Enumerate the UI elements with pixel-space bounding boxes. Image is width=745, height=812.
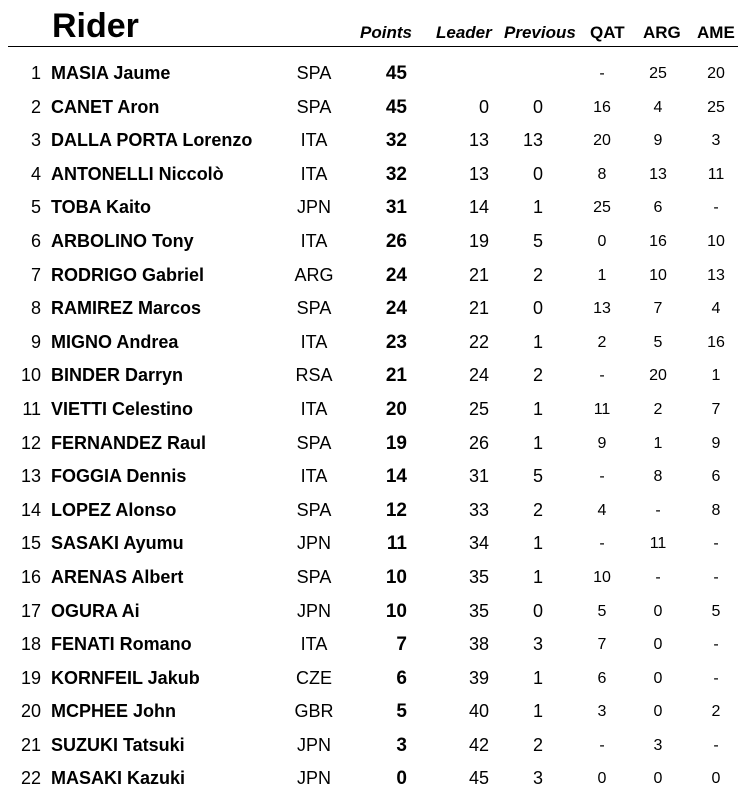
nation-cell: ITA xyxy=(300,130,328,151)
rider-name-cell: RAMIREZ Marcos xyxy=(51,298,202,319)
table-row xyxy=(0,91,745,125)
arg-points-cell: 9 xyxy=(653,132,663,150)
ame-points-cell: 11 xyxy=(707,165,725,183)
position-cell: 19 xyxy=(20,667,41,688)
table-row xyxy=(0,762,745,796)
qat-points-cell: 25 xyxy=(593,199,611,217)
position-cell: 2 xyxy=(30,96,41,117)
position-cell: 17 xyxy=(20,600,41,621)
leader-gap-cell: 35 xyxy=(468,566,489,587)
position-cell: 7 xyxy=(30,264,41,285)
arg-points-cell: 2 xyxy=(653,400,663,418)
points-cell: 14 xyxy=(385,466,407,488)
leader-gap-cell: 25 xyxy=(468,398,489,419)
nation-cell: ARG xyxy=(294,264,334,285)
leader-gap-cell: 33 xyxy=(468,499,489,520)
leader-gap-cell: 39 xyxy=(468,667,489,688)
position-cell: 21 xyxy=(20,734,41,755)
leader-gap-cell: 14 xyxy=(468,197,489,218)
qat-points-cell: 6 xyxy=(597,669,607,687)
table-row xyxy=(0,561,745,595)
points-cell: 32 xyxy=(385,130,407,152)
points-cell: 31 xyxy=(385,197,407,219)
qat-points-cell: 11 xyxy=(593,400,611,418)
leader-gap-cell: 24 xyxy=(468,365,489,386)
qat-points-cell: 0 xyxy=(597,232,607,250)
points-cell: 11 xyxy=(386,533,407,555)
table-row xyxy=(0,259,745,293)
points-cell: 10 xyxy=(385,600,407,622)
table-row xyxy=(0,595,745,629)
qat-points-cell: - xyxy=(599,736,605,754)
table-row xyxy=(0,695,745,729)
arg-points-cell: 6 xyxy=(653,199,663,217)
ame-points-cell: 3 xyxy=(711,132,721,150)
arg-points-cell: 0 xyxy=(653,669,663,687)
table-row xyxy=(0,662,745,696)
points-cell: 3 xyxy=(396,734,407,756)
previous-gap-cell: 0 xyxy=(532,96,543,117)
previous-gap-cell: 1 xyxy=(532,701,543,722)
qat-points-cell: 13 xyxy=(593,300,611,318)
ame-points-cell: 25 xyxy=(707,98,725,116)
qat-points-cell: 8 xyxy=(597,165,607,183)
position-cell: 16 xyxy=(20,566,41,587)
nation-cell: SPA xyxy=(296,298,332,319)
position-cell: 3 xyxy=(30,130,41,151)
rider-name-cell: MASIA Jaume xyxy=(51,63,171,83)
arg-points-cell: 11 xyxy=(649,535,667,553)
position-cell: 12 xyxy=(20,432,41,453)
rider-name-cell: SASAKI Ayumu xyxy=(51,533,184,554)
rider-name-cell: ARENAS Albert xyxy=(51,566,184,587)
arg-points-cell: 16 xyxy=(649,232,667,250)
ame-points-cell: - xyxy=(713,636,719,654)
leader-gap-cell: 34 xyxy=(468,533,489,554)
qat-points-cell: 20 xyxy=(593,132,611,150)
points-cell: 24 xyxy=(385,264,407,286)
ame-points-cell: 6 xyxy=(711,468,721,486)
arg-points-cell: - xyxy=(655,501,661,519)
rider-name-cell: DALLA PORTA Lorenzo xyxy=(51,130,253,151)
arg-points-cell: 0 xyxy=(653,770,663,788)
table-row xyxy=(0,494,745,528)
ame-points-cell: 16 xyxy=(707,333,725,351)
qat-points-cell: - xyxy=(599,367,605,385)
nation-cell: ITA xyxy=(300,466,328,487)
rider-name-cell: FOGGIA Dennis xyxy=(51,466,187,487)
table-row xyxy=(0,729,745,763)
previous-gap-cell: 0 xyxy=(532,163,543,184)
position-cell: 22 xyxy=(20,768,41,789)
qat-points-cell: 7 xyxy=(597,636,607,654)
ame-points-cell: 5 xyxy=(711,602,721,620)
ame-points-cell: 20 xyxy=(707,65,725,82)
nation-cell: SPA xyxy=(296,63,332,83)
previous-gap-cell: 0 xyxy=(532,600,543,621)
nation-cell: JPN xyxy=(296,197,331,218)
points-cell: 6 xyxy=(396,667,407,689)
nation-cell: ITA xyxy=(300,163,328,184)
points-cell: 21 xyxy=(385,365,407,387)
previous-gap-cell: 5 xyxy=(532,466,543,487)
table-row xyxy=(0,427,745,461)
position-cell: 20 xyxy=(20,701,41,722)
arg-points-cell: 0 xyxy=(653,703,663,721)
rider-name-cell: LOPEZ Alonso xyxy=(51,499,177,520)
table-row xyxy=(0,359,745,393)
rider-name-cell: MASAKI Kazuki xyxy=(51,768,186,789)
arg-points-cell: - xyxy=(655,568,661,586)
nation-cell: ITA xyxy=(300,398,328,419)
points-cell: 23 xyxy=(385,331,407,353)
rider-name-cell: MIGNO Andrea xyxy=(51,331,179,352)
previous-column-header: Previous xyxy=(504,23,576,42)
nation-cell: JPN xyxy=(296,533,331,554)
qat-points-cell: 1 xyxy=(597,266,607,284)
nation-cell: CZE xyxy=(296,667,332,688)
nation-cell: ITA xyxy=(300,634,328,655)
leader-gap-cell: 19 xyxy=(468,230,489,251)
table-row xyxy=(0,225,745,259)
position-cell: 6 xyxy=(30,230,41,251)
nation-cell: JPN xyxy=(296,600,331,621)
qat-points-cell: 10 xyxy=(593,568,611,586)
qat-points-cell: 2 xyxy=(597,333,607,351)
rider-name-cell: ARBOLINO Tony xyxy=(51,230,194,251)
points-column-header: Points xyxy=(360,23,412,42)
ame-column-header: AME xyxy=(697,23,735,42)
rider-name-cell: ANTONELLI Niccolò xyxy=(51,163,224,184)
ame-points-cell: 13 xyxy=(707,266,725,284)
position-cell: 13 xyxy=(20,466,41,487)
ame-points-cell: 8 xyxy=(711,501,721,519)
leader-gap-cell: 38 xyxy=(468,634,489,655)
previous-gap-cell: 3 xyxy=(532,634,543,655)
points-cell: 7 xyxy=(396,634,407,656)
rider-column-header: Rider xyxy=(52,7,139,45)
previous-gap-cell: 2 xyxy=(532,365,543,386)
rider-name-cell: TOBA Kaito xyxy=(51,197,152,218)
position-cell: 18 xyxy=(20,634,41,655)
arg-points-cell: 10 xyxy=(649,266,667,284)
table-row xyxy=(0,628,745,662)
leader-gap-cell: 26 xyxy=(468,432,489,453)
rider-name-cell: KORNFEIL Jakub xyxy=(51,667,200,688)
standings-table xyxy=(0,57,745,796)
previous-gap-cell: 1 xyxy=(532,197,543,218)
ame-points-cell: - xyxy=(713,568,719,586)
table-row xyxy=(0,393,745,427)
table-row xyxy=(0,292,745,326)
table-row xyxy=(0,57,745,91)
ame-points-cell: 2 xyxy=(711,703,721,721)
arg-points-cell: 13 xyxy=(649,165,667,183)
qat-points-cell: 3 xyxy=(597,703,607,721)
qat-points-cell: 16 xyxy=(593,98,611,116)
position-cell: 9 xyxy=(30,331,41,352)
previous-gap-cell: 2 xyxy=(532,734,543,755)
points-cell: 5 xyxy=(396,701,407,723)
nation-cell: ITA xyxy=(300,331,328,352)
leader-gap-cell: 35 xyxy=(468,600,489,621)
points-cell: 20 xyxy=(385,398,407,420)
qat-points-cell: 0 xyxy=(597,770,607,788)
previous-gap-cell: 13 xyxy=(522,130,543,151)
position-cell: 14 xyxy=(20,499,41,520)
previous-gap-cell: 1 xyxy=(532,566,543,587)
points-cell: 45 xyxy=(385,96,407,118)
leader-gap-cell: 45 xyxy=(468,768,489,789)
position-cell: 8 xyxy=(30,298,41,319)
table-row xyxy=(0,191,745,225)
ame-points-cell: 9 xyxy=(711,434,721,452)
nation-cell: GBR xyxy=(294,701,334,722)
table-row xyxy=(0,326,745,360)
points-cell: 32 xyxy=(385,163,407,185)
leader-gap-cell: 13 xyxy=(468,163,489,184)
position-cell: 10 xyxy=(20,365,41,386)
qat-points-cell: - xyxy=(599,535,605,553)
rider-name-cell: OGURA Ai xyxy=(51,600,140,621)
nation-cell: SPA xyxy=(296,499,332,520)
arg-points-cell: 1 xyxy=(653,434,663,452)
position-cell: 15 xyxy=(20,533,41,554)
previous-gap-cell: 1 xyxy=(532,533,543,554)
leader-gap-cell: 0 xyxy=(478,96,489,117)
points-cell: 0 xyxy=(396,768,407,790)
rider-name-cell: FENATI Romano xyxy=(51,634,192,655)
nation-cell: JPN xyxy=(296,734,331,755)
leader-gap-cell: 21 xyxy=(468,264,489,285)
table-row xyxy=(0,460,745,494)
previous-gap-cell: 2 xyxy=(532,264,543,285)
nation-cell: ITA xyxy=(300,230,328,251)
qat-points-cell: - xyxy=(599,65,605,82)
previous-gap-cell: 1 xyxy=(532,667,543,688)
table-header xyxy=(0,0,745,48)
position-cell: 11 xyxy=(22,398,41,419)
ame-points-cell: 4 xyxy=(711,300,721,318)
ame-points-cell: - xyxy=(713,535,719,553)
qat-points-cell: 9 xyxy=(597,434,607,452)
rider-name-cell: BINDER Darryn xyxy=(51,365,184,386)
arg-points-cell: 0 xyxy=(653,636,663,654)
table-row xyxy=(0,124,745,158)
points-cell: 12 xyxy=(385,499,407,521)
previous-gap-cell: 1 xyxy=(532,398,543,419)
previous-gap-cell: 1 xyxy=(532,432,543,453)
ame-points-cell: 0 xyxy=(711,770,721,788)
nation-cell: SPA xyxy=(296,566,332,587)
qat-points-cell: 4 xyxy=(597,501,607,519)
points-cell: 19 xyxy=(385,432,407,454)
points-cell: 10 xyxy=(385,566,407,588)
ame-points-cell: - xyxy=(713,199,719,217)
ame-points-cell: 7 xyxy=(711,400,721,418)
nation-cell: SPA xyxy=(296,96,332,117)
leader-gap-cell: 40 xyxy=(468,701,489,722)
arg-points-cell: 0 xyxy=(653,602,663,620)
nation-cell: RSA xyxy=(295,365,333,386)
arg-points-cell: 5 xyxy=(653,333,663,351)
position-cell: 1 xyxy=(30,63,41,83)
arg-points-cell: 20 xyxy=(649,367,667,385)
rider-name-cell: SUZUKI Tatsuki xyxy=(51,734,185,755)
rider-name-cell: FERNANDEZ Raul xyxy=(51,432,207,453)
leader-gap-cell: 31 xyxy=(468,466,489,487)
arg-points-cell: 3 xyxy=(653,736,663,754)
ame-points-cell: - xyxy=(713,669,719,687)
arg-points-cell: 7 xyxy=(653,300,663,318)
previous-gap-cell: 1 xyxy=(532,331,543,352)
leader-gap-cell: 22 xyxy=(468,331,489,352)
table-row xyxy=(0,527,745,561)
qat-column-header: QAT xyxy=(590,23,625,42)
position-cell: 5 xyxy=(30,197,41,218)
points-cell: 24 xyxy=(385,298,407,320)
leader-column-header: Leader xyxy=(436,23,492,42)
qat-points-cell: - xyxy=(599,468,605,486)
nation-cell: JPN xyxy=(296,768,331,789)
ame-points-cell: 10 xyxy=(707,232,725,250)
rider-name-cell: MCPHEE John xyxy=(51,701,177,722)
points-cell: 45 xyxy=(385,63,407,84)
arg-column-header: ARG xyxy=(643,23,681,42)
points-cell: 26 xyxy=(385,230,407,252)
leader-gap-cell: 13 xyxy=(468,130,489,151)
previous-gap-cell: 5 xyxy=(532,230,543,251)
table-row xyxy=(0,158,745,192)
rider-name-cell: VIETTI Celestino xyxy=(51,398,194,419)
arg-points-cell: 4 xyxy=(653,98,663,116)
nation-cell: SPA xyxy=(296,432,332,453)
header-divider xyxy=(8,46,738,47)
qat-points-cell: 5 xyxy=(597,602,607,620)
ame-points-cell: 1 xyxy=(711,367,721,385)
ame-points-cell: - xyxy=(713,736,719,754)
arg-points-cell: 25 xyxy=(649,65,667,82)
arg-points-cell: 8 xyxy=(653,468,663,486)
rider-name-cell: CANET Aron xyxy=(51,96,160,117)
previous-gap-cell: 2 xyxy=(532,499,543,520)
leader-gap-cell: 21 xyxy=(468,298,489,319)
previous-gap-cell: 3 xyxy=(532,768,543,789)
leader-gap-cell: 42 xyxy=(468,734,489,755)
rider-name-cell: RODRIGO Gabriel xyxy=(51,264,205,285)
previous-gap-cell: 0 xyxy=(532,298,543,319)
position-cell: 4 xyxy=(30,163,41,184)
